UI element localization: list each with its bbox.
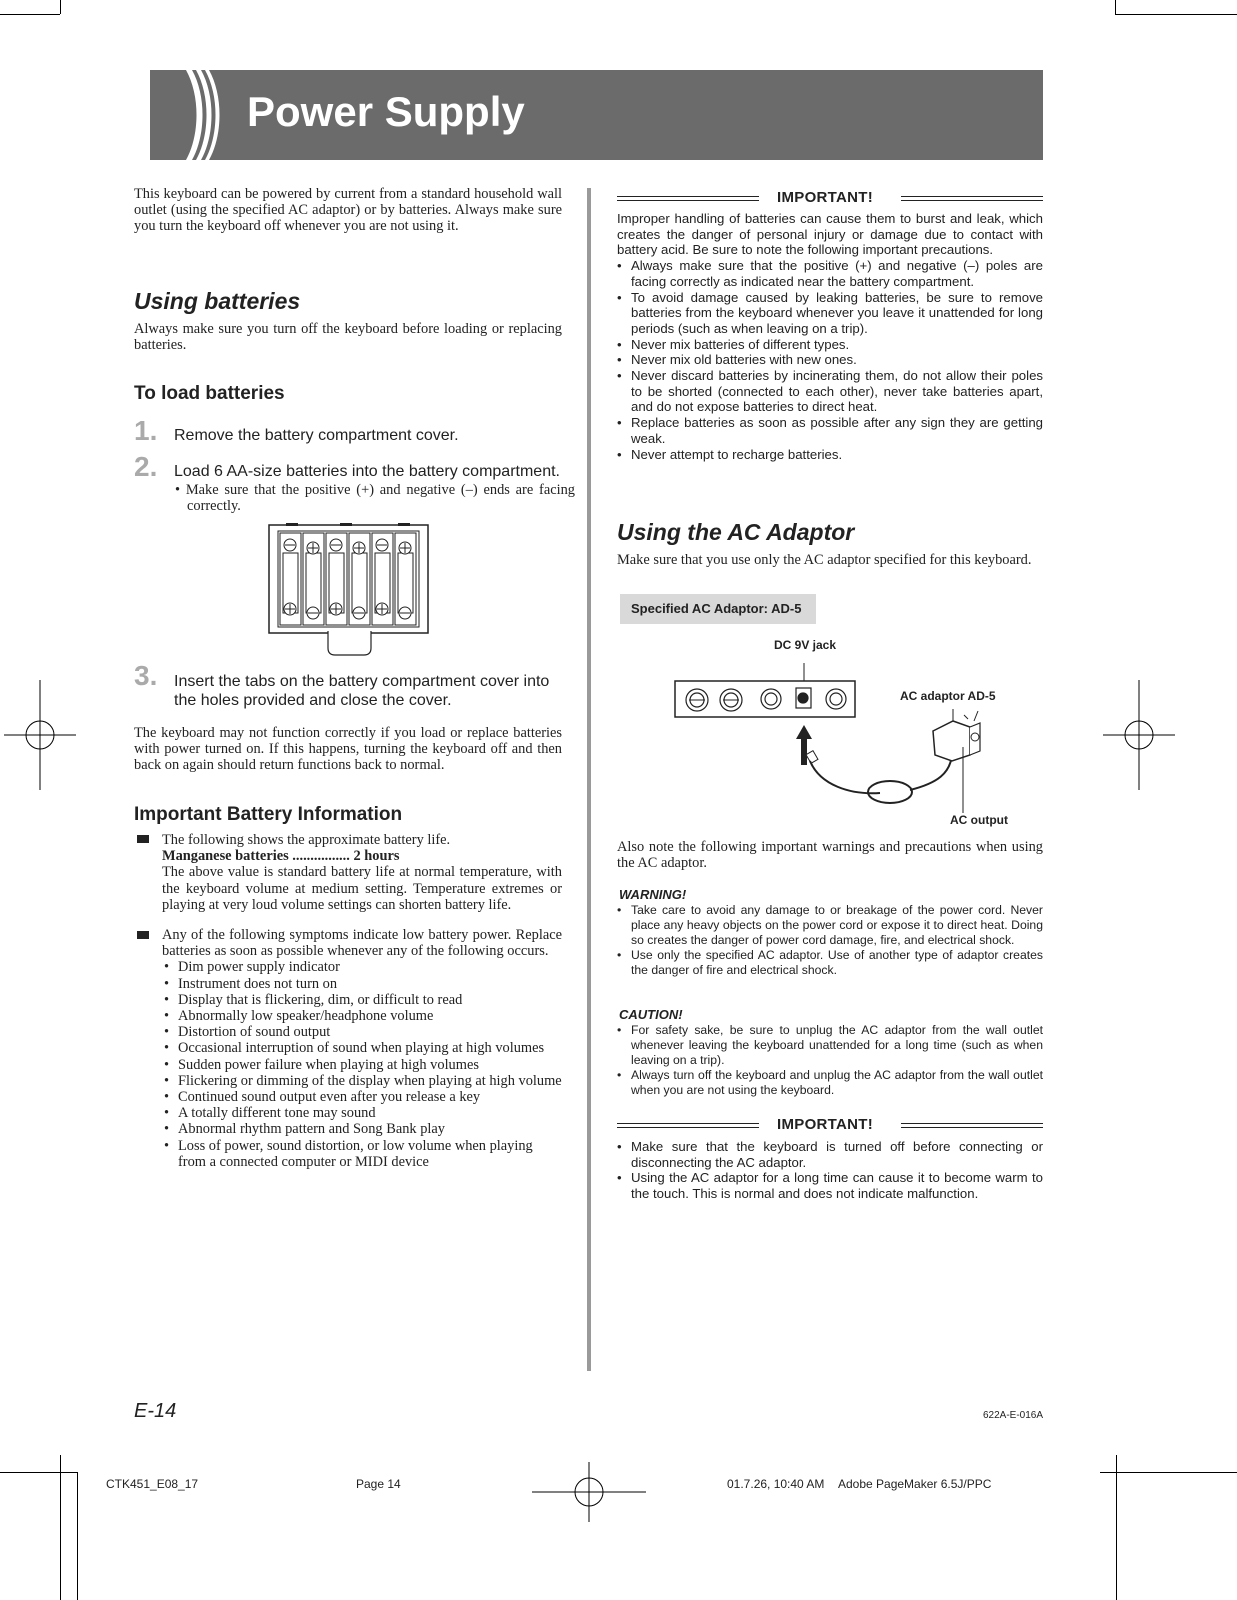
registration-target-icon	[4, 680, 76, 790]
using-batteries-text: Always make sure you turn off the keyboard before loading or replacing batteries.	[134, 321, 562, 354]
crop-mark	[77, 1472, 78, 1600]
list-item: • Using the AC adaptor for a long time can cause it to become warm to the touch. This is normal and does not indicate malfunction.	[617, 1170, 1043, 1201]
adaptor-label: AC adaptor AD-5	[900, 689, 996, 703]
footer-app: Adobe PageMaker 6.5J/PPC	[838, 1477, 992, 1491]
list-item: • Abnormally low speaker/headphone volume	[164, 1008, 562, 1024]
list-item: • Abnormal rhythm pattern and Song Bank play	[164, 1121, 562, 1137]
step-number: 1.	[134, 415, 158, 446]
crop-mark	[1115, 14, 1237, 15]
list-item: • Flickering or dimming of the display when playing at high volume	[164, 1073, 562, 1089]
list-item: • Never discard batteries by incinerating them, do not allow their poles to be shorted (connected to each other), never take batteries apart, and do not expose batteries to direct heat.	[617, 368, 1043, 415]
ac-output-label: AC output	[950, 813, 1008, 827]
list-item: • Never attempt to recharge batteries.	[617, 447, 1043, 463]
intro-paragraph: This keyboard can be powered by current from a standard household wall outlet (using the specified AC adaptor) or by batteries. Always make sure you turn the keyboard off whenever you are not using it.	[134, 186, 562, 235]
crop-mark	[60, 0, 61, 14]
column-divider	[587, 188, 591, 1371]
list-item: • Always turn off the keyboard and unplug the AC adaptor from the wall outlet when you are not using the keyboard.	[617, 1068, 1043, 1098]
list-item: • Dim power supply indicator	[164, 959, 562, 975]
step-note: • Make sure that the positive (+) and negative (–) ends are facing correctly.	[175, 482, 575, 515]
footer-filename: CTK451_E08_17	[106, 1477, 199, 1491]
list-item: • Distortion of sound output	[164, 1024, 562, 1040]
battery-life-text: The above value is standard battery life at normal temperature, with the keyboard volume at medium setting. Temperature extremes or playing at very loud volume settings can shorten battery life.	[162, 864, 562, 913]
page-title: Power Supply	[247, 88, 525, 135]
registration-target-icon	[1103, 680, 1175, 790]
list-item: • Sudden power failure when playing at high volumes	[164, 1057, 562, 1073]
list-item: • Make sure that the keyboard is turned off before connecting or disconnecting the AC adaptor.	[617, 1139, 1043, 1170]
important-batteries-block	[617, 211, 1043, 462]
list-item: • To avoid damage caused by leaking batteries, be sure to remove batteries from the keyboard whenever you leave it unattended for long periods (such as when leaving on a trip).	[617, 290, 1043, 337]
load-batteries-after-text: The keyboard may not function correctly if you load or replace batteries with power turned on. If this happens, turning the keyboard off and then back on again should return functions back to normal.	[134, 725, 562, 774]
header-bracket-icon	[134, 70, 224, 160]
low-battery-text: Any of the following symptoms indicate low battery power. Replace batteries as soon as possible whenever any of the following occurs.	[162, 927, 562, 960]
square-bullet-icon	[137, 835, 149, 843]
crop-mark	[0, 14, 60, 15]
square-bullet-icon	[137, 931, 149, 939]
important-label: IMPORTANT!	[777, 189, 874, 206]
crop-mark	[60, 1455, 61, 1600]
crop-mark	[0, 1472, 77, 1473]
list-item: • Display that is flickering, dim, or difficult to read	[164, 992, 562, 1008]
footer-page: Page 14	[356, 1477, 401, 1491]
battery-life-value: Manganese batteries ................ 2 hours	[162, 848, 400, 865]
warning-label: WARNING!	[619, 887, 687, 902]
list-item: • Never mix old batteries with new ones.	[617, 352, 1043, 368]
battery-info-item-2	[162, 927, 562, 1170]
step-number: 3.	[134, 660, 158, 691]
important-label: IMPORTANT!	[777, 1116, 874, 1133]
step-number: 2.	[134, 451, 158, 482]
ac-adaptor-text: Make sure that you use only the AC adaptor specified for this keyboard.	[617, 552, 1032, 568]
list-item: • Continued sound output even after you release a key	[164, 1089, 562, 1105]
footer-timestamp: 01.7.26, 10:40 AM	[727, 1477, 825, 1491]
crop-mark	[1100, 1472, 1237, 1473]
registration-target-icon	[532, 1462, 646, 1522]
caution-list	[617, 1023, 1043, 1098]
battery-compartment-figure	[268, 523, 430, 657]
using-batteries-heading: Using batteries	[134, 288, 301, 314]
document-code: 622A-E-016A	[983, 1410, 1044, 1421]
battery-life-intro: The following shows the approximate battery life.	[162, 832, 451, 848]
important-banner	[617, 191, 1043, 207]
symptom-list	[164, 959, 562, 1170]
crop-mark	[1116, 1455, 1117, 1600]
list-item: • A totally different tone may sound	[164, 1105, 562, 1121]
ac-adaptor-figure	[670, 655, 1030, 815]
also-note-text: Also note the following important warnings and precautions when using the AC adaptor.	[617, 839, 1043, 872]
important-intro: Improper handling of batteries can cause them to burst and leak, which creates the danger of personal injury or damage due to contact with battery acid. Be sure to note the following important precautions.	[617, 211, 1043, 258]
list-item: • Instrument does not turn on	[164, 976, 562, 992]
battery-info-item-1	[162, 832, 562, 913]
list-item: • Never mix batteries of different types.	[617, 337, 1043, 353]
load-batteries-heading: To load batteries	[134, 383, 285, 404]
list-item: • Loss of power, sound distortion, or low volume when playing from a connected computer or MIDI device	[164, 1138, 562, 1170]
crop-mark	[1115, 0, 1116, 14]
step-text: Insert the tabs on the battery compartment cover into the holes provided and close the cover.	[174, 673, 550, 709]
dc-jack-label: DC 9V jack	[774, 638, 837, 652]
specified-adaptor-label: Specified AC Adaptor: AD-5	[620, 594, 816, 624]
list-item: • Replace batteries as soon as possible after any sign they are getting weak.	[617, 415, 1043, 446]
page-number-label: E-14	[134, 1400, 177, 1422]
battery-info-heading: Important Battery Information	[134, 804, 403, 825]
step-text: Remove the battery compartment cover.	[174, 427, 459, 444]
caution-label: CAUTION!	[619, 1007, 683, 1022]
list-item: • For safety sake, be sure to unplug the AC adaptor from the wall outlet whenever leaving the keyboard unattended for a long time (such as when leaving on a trip).	[617, 1023, 1043, 1068]
list-item: • Always make sure that the positive (+) and negative (–) poles are facing correctly as indicated near the battery compartment.	[617, 258, 1043, 289]
list-item: • Use only the specified AC adaptor. Use of another type of adaptor creates the danger of fire and electrical shock.	[617, 948, 1043, 978]
important-adaptor-list	[617, 1139, 1043, 1202]
list-item: • Occasional interruption of sound when playing at high volumes	[164, 1040, 562, 1056]
warning-list	[617, 903, 1043, 978]
list-item: • Take care to avoid any damage to or breakage of the power cord. Never place any heavy objects on the power cord or expose it to direct heat. Doing so creates the danger of power cord damage, fire, and electrical shock.	[617, 903, 1043, 948]
ac-adaptor-heading: Using the AC Adaptor	[617, 519, 855, 545]
step-text: Load 6 AA-size batteries into the battery compartment.	[174, 463, 560, 480]
important-banner	[617, 1118, 1043, 1134]
